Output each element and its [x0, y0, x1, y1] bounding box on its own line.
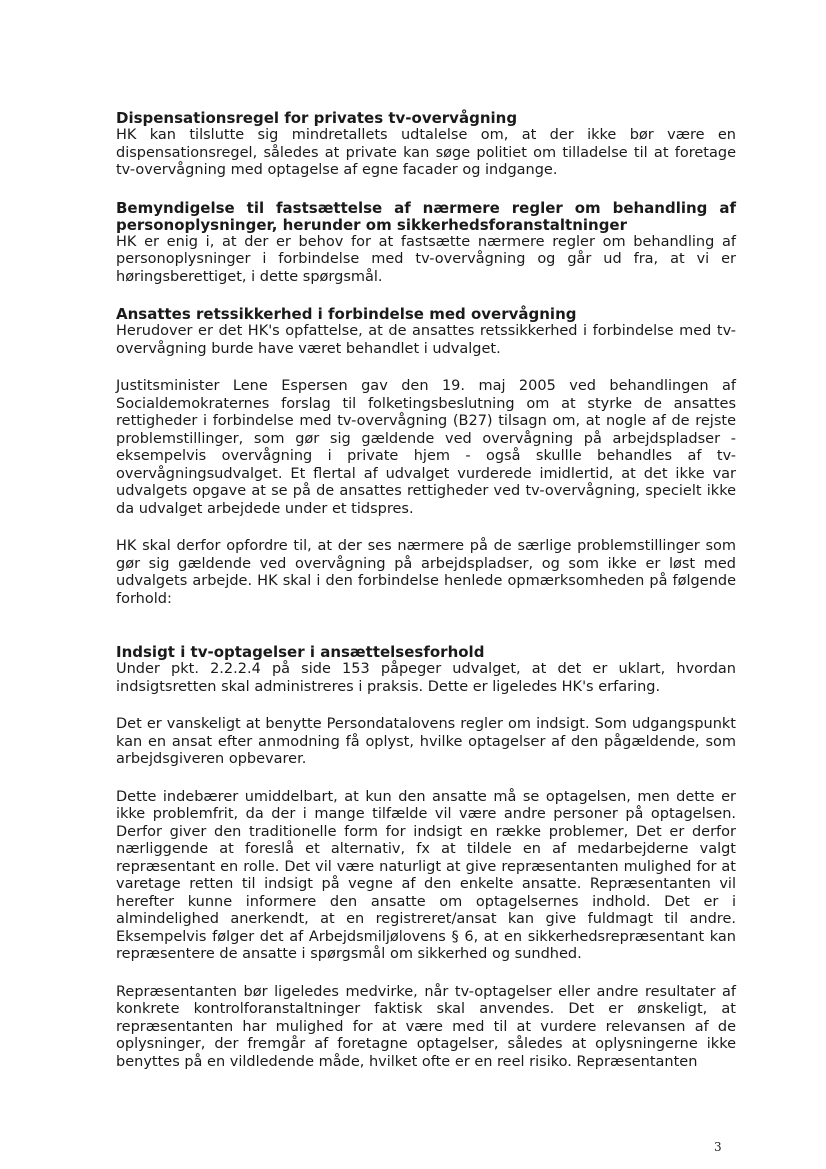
section-dispensationsregel — [116, 110, 736, 180]
paragraph: Herudover er det HK's opfattelse, at de ansattes retssikkerhed i forbindelse med tv-overvågning burde have været behandlet i udvalget. — [116, 323, 736, 357]
paragraph: HK kan tilslutte sig mindretallets udtalelse om, at der ikke bør være en dispensationsregel, således at private kan søge politiet om tilladelse til at foretage tv-overvågning med optagelse af egne facader og indgange. — [116, 127, 736, 178]
section-heading: Bemyndigelse til fastsættelse af nærmere regler om behandling af personoplysninger, herunder om sikkerhedsforanstaltninger — [116, 198, 736, 234]
section-indsigt — [116, 644, 736, 1071]
section-ansattes-retssikkerhed — [116, 306, 736, 608]
page-number: 3 — [714, 1140, 722, 1154]
section-bemyndigelse — [116, 200, 736, 287]
document-page — [116, 110, 736, 1071]
paragraph: HK skal derfor opfordre til, at der ses nærmere på de særlige problemstillinger som gør sig gældende ved overvågning på arbejdspladser, og som ikke er løst med udvalgets arbejde. HK skal i den forbindelse henlede opmærksomheden på følgende forhold: — [116, 538, 736, 607]
paragraph: Under pkt. 2.2.2.4 på side 153 påpeger udvalget, at det er uklart, hvordan indsigtsretten skal administreres i praksis. Dette er ligeledes HK's erfaring. — [116, 661, 736, 695]
section-heading: Ansattes retssikkerhed i forbindelse med overvågning — [116, 305, 577, 323]
section-heading: Indsigt i tv-optagelser i ansættelsesforhold — [116, 643, 485, 661]
paragraph: HK er enig i, at der er behov for at fastsætte nærmere regler om behandling af personoplysninger i forbindelse med tv-overvågning og går ud fra, at vi er høringsberettiget, i dette spørgsmål. — [116, 233, 736, 285]
paragraph: Det er vanskeligt at benytte Persondatalovens regler om indsigt. Som udgangspunkt kan en ansat efter anmodning få oplyst, hvilke optagelser af den pågældende, som arbejdsgiveren opbevarer. — [116, 716, 736, 767]
paragraph: Justitsminister Lene Espersen gav den 19. maj 2005 ved behandlingen af Socialdemokraternes forslag til folketingsbeslutning om at styrke de ansattes rettigheder i forbindelse med tv-overvågning (B27) tilsagn om, at nogle af de rejste problemstillinger, som gør sig gældende ved overvågning på arbejdspladser - eksempelvis overvågning i private hjem - også skullle behandles af tv-overvågningsudvalget. Et flertal af udvalget vurderede imidlertid, at det ikke var udvalgets opgave at se på de ansattes rettigheder ved tv-overvågning, specielt ikke da udvalget arbejdede under et tidspres. — [116, 378, 736, 517]
paragraph: Dette indebærer umiddelbart, at kun den ansatte må se optagelsen, men dette er ikke problemfrit, da der i mange tilfælde vil være andre personer på optagelsen. Derfor giver den traditionelle form for indsigt en række problemer, Det er derfor nærliggende at foreslå et alternativ, fx at tildele en af medarbejderne valgt repræsentant en rolle. Det vil være naturligt at give repræsentanten mulighed for at varetage retten til indsigt på vegne af den enkelte ansatte. Repræsentanten vil herefter kunne informere den ansatte om optagelsernes indhold. Det er i almindelighed anerkendt, at en registreret/ansat kan give fuldmagt til andre. Eksempelvis følger det af Arbejdsmiljølovens § 6, at en sikkerhedsrepræsentant kan repræsentere de ansatte i spørgsmål om sikkerhed og sundhed. — [116, 788, 736, 962]
section-heading: Dispensationsregel for privates tv-overvågning — [116, 109, 518, 127]
paragraph: Repræsentanten bør ligeledes medvirke, når tv-optagelser eller andre resultater af konkrete kontrolforanstaltninger faktisk skal anvendes. Det er ønskeligt, at repræsentanten har mulighed for at være med til at vurdere relevansen af de oplysninger, der fremgår af foretagne optagelser, således at oplysningerne ikke benyttes på en vildledende måde, hvilket ofte er en reel risiko. Repræsentanten — [116, 983, 736, 1070]
